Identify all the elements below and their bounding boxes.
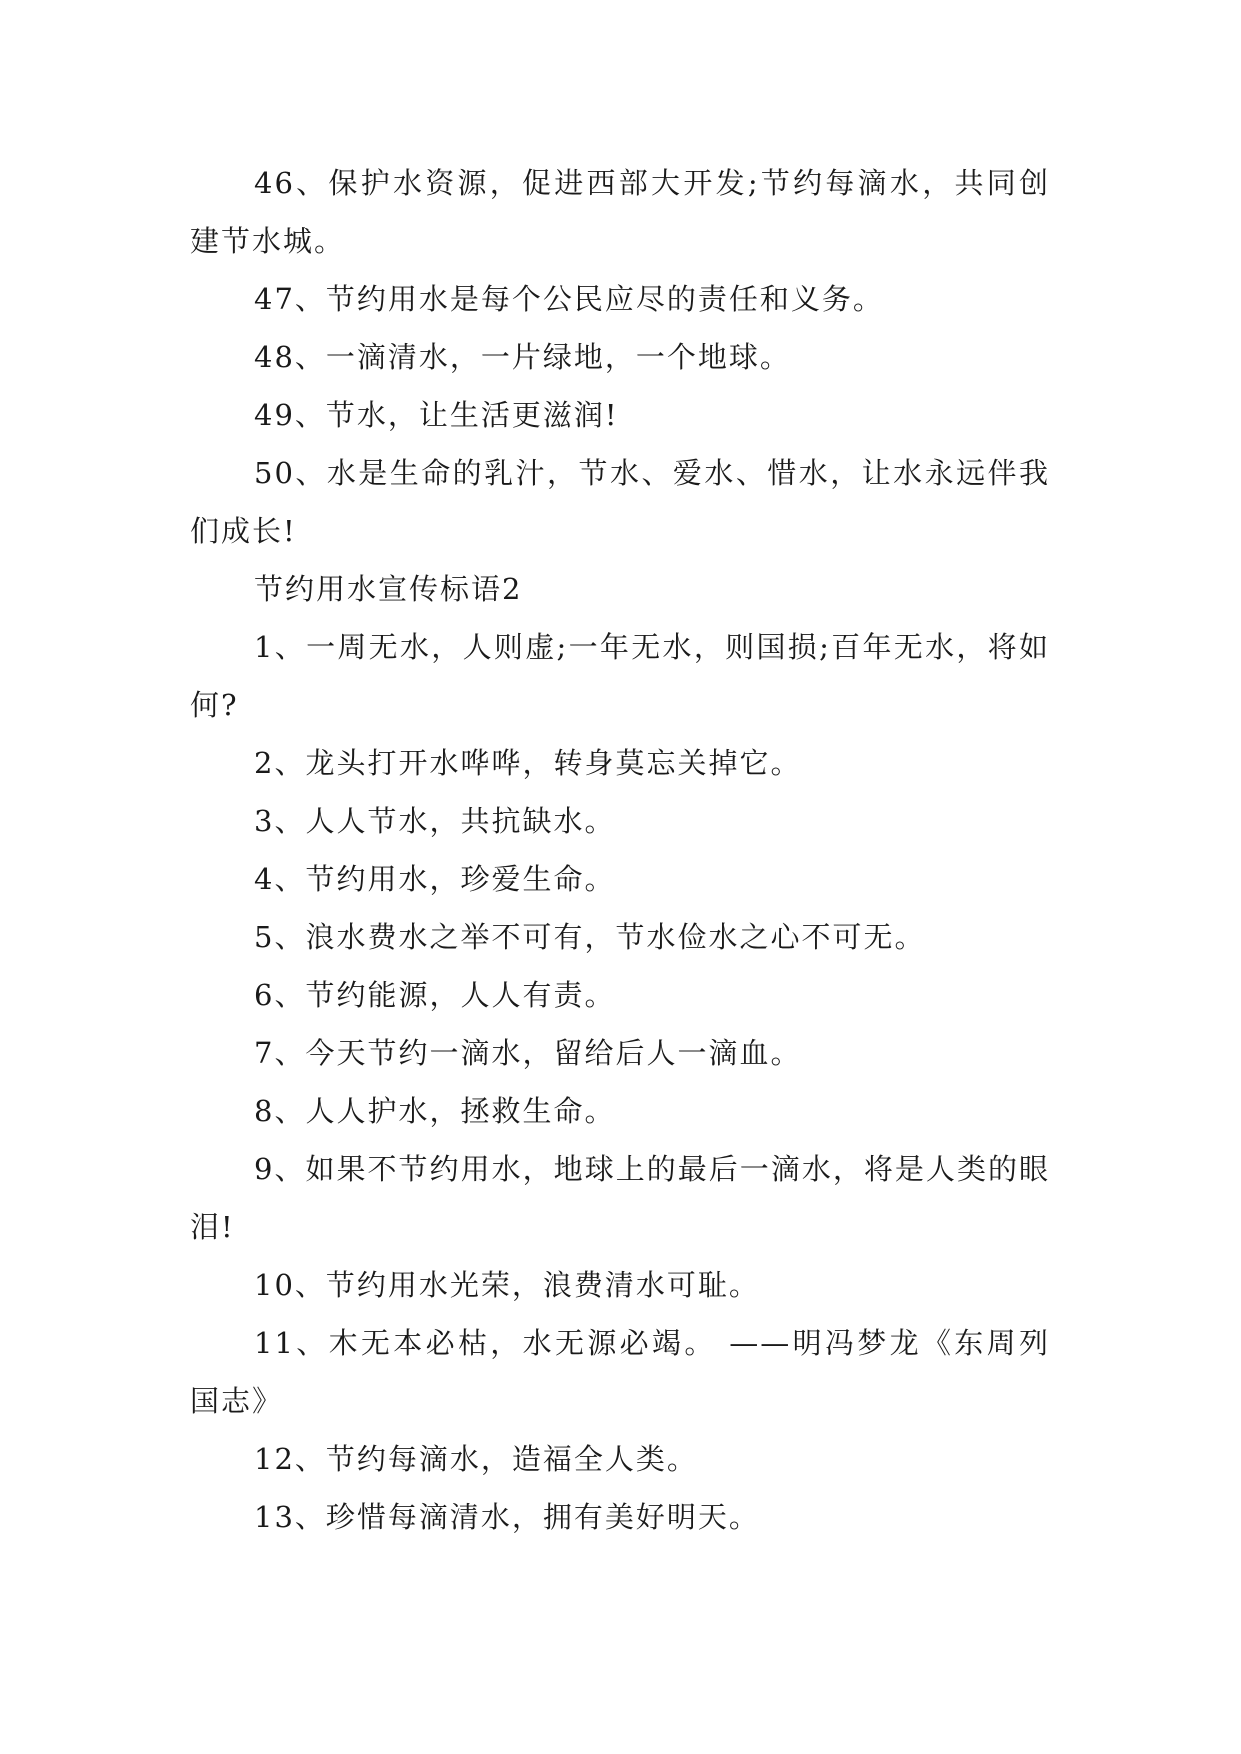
slogan-4: 4、节约用水，珍爱生命。 — [254, 862, 616, 896]
slogan-6: 6、节约能源，人人有责。 — [254, 978, 616, 1012]
document-body — [190, 154, 1050, 1546]
slogan-48: 48、一滴清水，一片绿地，一个地球。 — [254, 340, 791, 374]
slogan-46: 46、保护水资源，促进西部大开发;节约每滴水，共同创建节水城。 — [190, 166, 1050, 258]
slogan-1: 1、一周无水，人则虚;一年无水，则国损;百年无水，将如何? — [190, 630, 1050, 722]
slogan-49: 49、节水，让生活更滋润! — [254, 398, 619, 432]
slogan-9: 9、如果不节约用水，地球上的最后一滴水，将是人类的眼泪! — [190, 1152, 1050, 1244]
slogan-3: 3、人人节水，共抗缺水。 — [254, 804, 616, 838]
slogan-7: 7、今天节约一滴水，留给后人一滴血。 — [254, 1036, 802, 1070]
slogan-13: 13、珍惜每滴清水，拥有美好明天。 — [254, 1500, 760, 1534]
slogan-12: 12、节约每滴水，造福全人类。 — [254, 1442, 698, 1476]
slogan-47: 47、节约用水是每个公民应尽的责任和义务。 — [254, 282, 884, 316]
slogan-5: 5、浪水费水之举不可有，节水俭水之心不可无。 — [254, 920, 926, 954]
slogan-50: 50、水是生命的乳汁，节水、爱水、惜水，让水永远伴我们成长! — [190, 456, 1050, 548]
slogan-10: 10、节约用水光荣，浪费清水可耻。 — [254, 1268, 760, 1302]
slogan-8: 8、人人护水，拯救生命。 — [254, 1094, 616, 1128]
slogan-11: 11、木无本必枯，水无源必竭。 ——明冯梦龙《东周列国志》 — [190, 1326, 1050, 1418]
section-heading: 节约用水宣传标语2 — [254, 572, 523, 606]
slogan-2: 2、龙头打开水哗哗，转身莫忘关掉它。 — [254, 746, 802, 780]
